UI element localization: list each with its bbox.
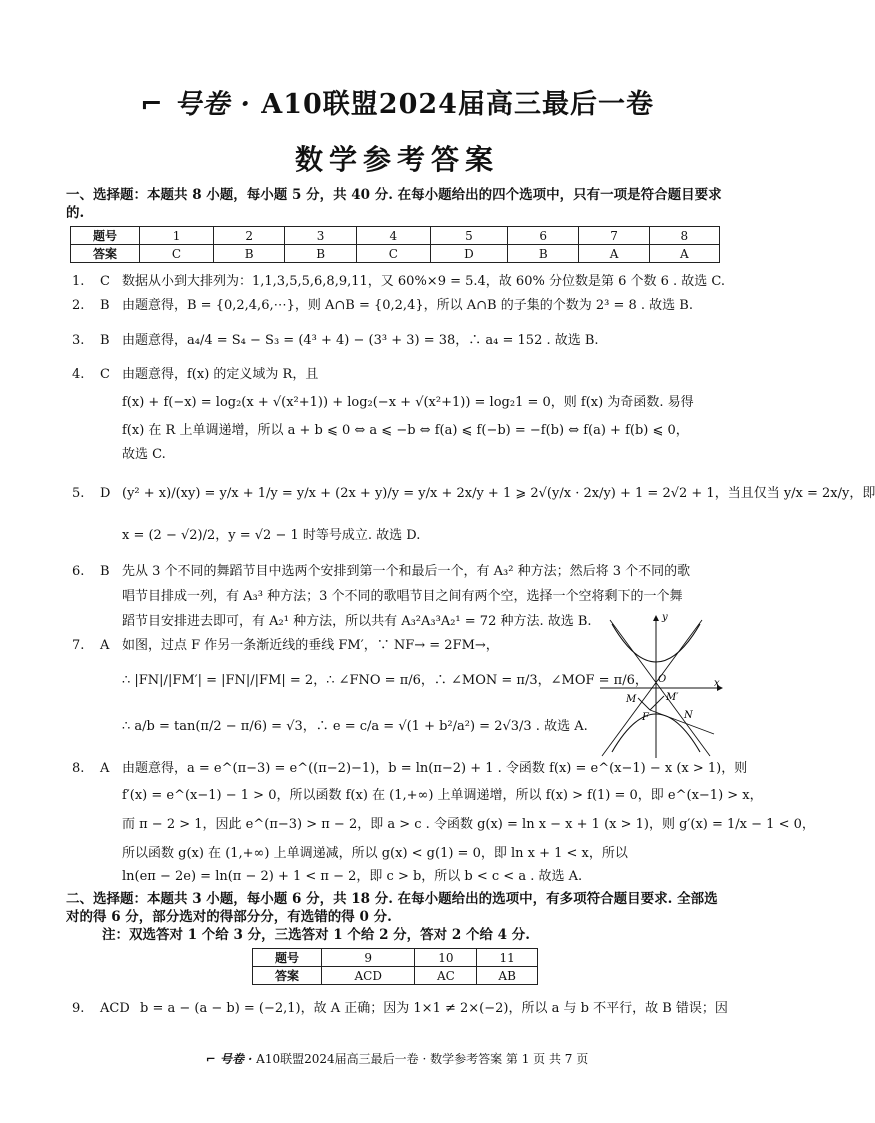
table-cell: 6 [508, 227, 579, 245]
table-header-cell: 答案 [253, 967, 322, 985]
table-cell: 11 [477, 949, 538, 967]
table-cell: A [649, 245, 719, 263]
footer-title: A10联盟2024届高三最后一卷 · 数学参考答案 [256, 1052, 503, 1066]
solution-7-line: ∴ a/b = tan(π/2 − π/6) = √3，∴ e = c/a = √(1 + b²/a²) = 2√3/3 . 故选 A. [122, 719, 588, 734]
table-row [71, 245, 720, 263]
table-cell: 10 [415, 949, 477, 967]
table-header-cell: 答案 [71, 245, 140, 263]
label-o: O [658, 674, 667, 685]
page-number: 第 1 页 共 7 页 [505, 1052, 589, 1066]
table-cell: 4 [356, 227, 430, 245]
label-y: y [662, 612, 668, 623]
solution-6-line: 蹈节目安排进去即可，有 A₂¹ 种方法，所以共有 A₃²A₃³A₂¹ = 72 种方法. 故选 B. [122, 614, 592, 629]
solution-5: 5. D (y² + x)/(xy) = y/x + 1/y = y/x + (2x + y)/y = y/x + 2x/y + 1 ⩾ 2√(y/x · 2x/y) + 1 = 2√2 + 1，当且仅当 y/x = 2x/y，即 [72, 486, 875, 501]
label-f: F [642, 712, 649, 723]
table-cell: A [579, 245, 649, 263]
table-cell: AC [415, 967, 477, 985]
table-row [253, 967, 538, 985]
footer-brand: ⌐ 号卷 · [205, 1052, 253, 1066]
table-row [253, 949, 538, 967]
label-n: N [684, 710, 693, 721]
page-footer [0, 1050, 794, 1067]
table-cell: 8 [649, 227, 719, 245]
table-cell: 9 [322, 949, 415, 967]
solution-2: 2. B 由题意得，B = {0,2,4,6,⋯}，则 A∩B = {0,2,4}，所以 A∩B 的子集的个数为 2³ = 8 . 故选 B. [72, 298, 693, 313]
table-cell: B [285, 245, 356, 263]
solution-8-line: 而 π − 2 > 1，因此 e^(π−3) > π − 2，即 a > c . 令函数 g(x) = ln x − x + 1 (x > 1)，则 g′(x) = 1/x − 1 < 0， [122, 817, 815, 832]
solution-8-line: 所以函数 g(x) 在 (1,+∞) 上单调递减，所以 g(x) < g(1) = 0，即 ln x + 1 < x，所以 [122, 846, 628, 861]
table-cell: 1 [140, 227, 214, 245]
solution-4-line: f(x) 在 R 上单调递增，所以 a + b ⩽ 0 ⇔ a ⩽ −b ⇔ f(a) ⩽ f(−b) = −f(b) ⇔ f(a) + f(b) ⩽ 0， [122, 423, 689, 438]
solution-8: 8. A 由题意得，a = e^(π−3) = e^((π−2)−1)，b = ln(π−2) + 1 . 令函数 f(x) = e^(x−1) − x (x > 1)，则 [72, 761, 748, 776]
table-cell: C [356, 245, 430, 263]
solution-4: 4. C 由题意得，f(x) 的定义域为 R，且 [72, 367, 319, 382]
solution-8-line: ln(eπ − 2e) = ln(π − 2) + 1 < π − 2，即 c > b，所以 b < c < a . 故选 A. [122, 869, 583, 884]
answer-table-1 [70, 226, 720, 263]
hyperbola-figure [598, 610, 726, 762]
solution-5-line: x = (2 − √2)/2，y = √2 − 1 时等号成立. 故选 D. [122, 528, 421, 543]
table-cell: 5 [430, 227, 507, 245]
table-cell: C [140, 245, 214, 263]
table-cell: AB [477, 967, 538, 985]
table-row [71, 227, 720, 245]
table-cell: 2 [214, 227, 285, 245]
label-m-prime: M′ [666, 692, 679, 703]
section2-heading: 二、选择题：本题共 3 小题，每小题 6 分，共 18 分. 在每小题给出的选项中，有多项符合题目要求. 全部选对的得 6 分，部分选对的得部分分，有选错的得 0 分. [66, 891, 718, 925]
table-cell: ACD [322, 967, 415, 985]
table-cell: 3 [285, 227, 356, 245]
line-fm-prime [650, 696, 664, 710]
solution-8-line: f′(x) = e^(x−1) − 1 > 0，所以函数 f(x) 在 (1,+∞) 上单调递增，所以 f(x) > f(1) = 0，即 e^(x−1) > x， [122, 788, 763, 803]
solution-4-line: 故选 C. [122, 447, 166, 462]
table-header-cell: 题号 [71, 227, 140, 245]
section2-note: 注：双选答对 1 个给 3 分，三选答对 1 个给 2 分，答对 2 个给 4 分. [102, 927, 530, 943]
answer-table-2 [252, 948, 538, 985]
solution-1: 1. C 数据从小到大排列为：1,1,3,5,5,6,8,9,11，又 60%×9 = 5.4，故 60% 分位数是第 6 个数 6 . 故选 C. [72, 274, 726, 289]
table-cell: 7 [579, 227, 649, 245]
line-fn [650, 710, 714, 734]
solution-6-line: 唱节目排成一列，有 A₃³ 种方法；3 个不同的歌唱节目之间有两个空，选择一个空将剩下的一个舞 [122, 589, 683, 604]
label-x: x [714, 678, 720, 689]
exam-title: A10联盟2024届高三最后一卷 [261, 89, 654, 120]
label-m: M [626, 694, 637, 705]
solution-7-line: ∴ |FN|/|FM′| = |FN|/|FM| = 2，∴ ∠FNO = π/6，∴ ∠MON = π/3，∠MOF = π/6， [122, 673, 648, 688]
solution-4-line: f(x) + f(−x) = log₂(x + √(x²+1)) + log₂(−x + √(x²+1)) = log₂1 = 0，则 f(x) 为奇函数. 易得 [122, 395, 694, 410]
solution-9: 9. ACD b = a − (a − b) = (−2,1)，故 A 正确；因为 1×1 ≠ 2×(−2)，所以 a 与 b 不平行，故 B 错误；因 [72, 1001, 728, 1016]
section1-heading: 一、选择题：本题共 8 小题，每小题 5 分，共 40 分. 在每小题给出的四个选项中，只有一项是符合题目要求的. [66, 187, 722, 221]
brand-logo: ⌐ 号卷 · [140, 89, 251, 120]
solution-6: 6. B 先从 3 个不同的舞蹈节目中选两个安排到第一个和最后一个，有 A₃² 种方法；然后将 3 个不同的歌 [72, 564, 691, 579]
page-subtitle: 数学参考答案 [294, 143, 499, 176]
solution-3: 3. B 由题意得，a₄/4 = S₄ − S₃ = (4³ + 4) − (3³ + 3) = 38，∴ a₄ = 152 . 故选 B. [72, 333, 599, 348]
solution-7: 7. A 如图，过点 F 作另一条渐近线的垂线 FM′，∵ NF→ = 2FM→， [72, 638, 499, 653]
table-cell: B [508, 245, 579, 263]
table-cell: D [430, 245, 507, 263]
page-title [0, 82, 794, 121]
table-cell: B [214, 245, 285, 263]
table-header-cell: 题号 [253, 949, 322, 967]
